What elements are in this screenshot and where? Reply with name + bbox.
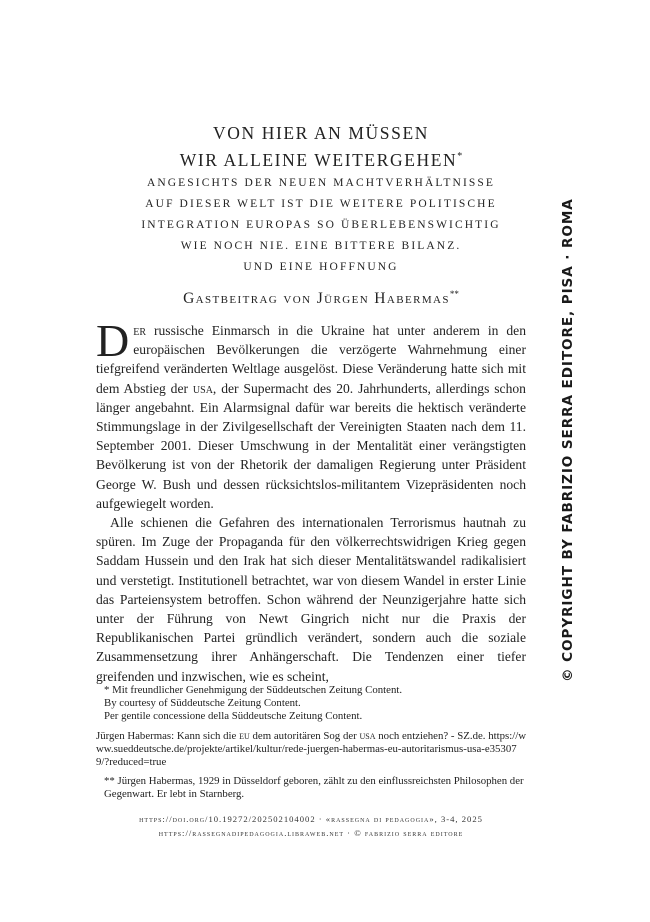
source-text-a: Jürgen Habermas: Kann sich die [96,729,240,742]
source-usa: usa [359,729,376,742]
title-line-2-text: WIR ALLEINE WEITERGEHEN [179,149,458,170]
subtitle-line-4: WIE NOCH NIE. EINE BITTERE BILANZ. [180,240,462,252]
source-link[interactable]: noch entziehen? - SZ.de. https://www.sueddeutsche.de/projekte/artikel/kultur/rede-juergen-habermas-eu-autoritarismus-usa-e353079/?reduced=true [96,729,527,769]
footnote-2: ** Jürgen Habermas, 1929 in Düsseldorf geboren, zählt zu den einflussreichsten Philosophen der Gegenwart. Er lebt in Starnberg. [104,775,524,801]
usa-abbreviation: usa [192,380,213,396]
subtitle-line-2: AUF DIESER WELT IST DIE WEITERE POLITISCHE [145,198,497,210]
paragraph-2: Alle schienen die Gefahren des internationalen Terrorismus hautnah zu spüren. Im Zuge der Propaganda für den völkerrechtswidrigen Krieg gegen Saddam Hussein und den Irak hat sich dieser Mentalitätswandel radikalisiert und verstetigt. Institutionell betrachtet, war von diesem Wandel in erster Linie das Parteiensystem betroffen. Schon während der Neunzigerjahre hatte sich unter der Führung von Newt Gingrich nicht nur die Praxis der Republikanischen Partei gründlich verändert, sondern auch die soziale Zusammensetzung ihrer Anhängerschaft. Die Tendenzen einer tiefer greifenden und inzwischen, wie es scheint, [96,515,526,684]
title-footnote-marker[interactable]: * [457,151,463,162]
publisher-footer[interactable]: https://rassegnadipedagogia.libraweb.net · © fabrizio serra editore [158,828,464,838]
subtitle-line-5: UND EINE HOFFNUNG [243,261,399,273]
title-line-2 [96,145,546,172]
byline-text: Gastbeitrag von Jürgen Habermas [183,290,450,308]
subtitle-line-3: INTEGRATION EUROPAS SO ÜBERLEBENSWICHTIG [141,219,501,231]
title-line-1: VON HIER AN MÜSSEN [213,123,429,143]
author-byline [96,284,546,309]
source-citation [96,730,526,770]
article-title [96,121,546,172]
copyright-notice: © COPYRIGHT BY FABRIZIO SERRA EDITORE, PISA · ROMA [560,198,576,682]
byline-footnote-marker[interactable]: ** [449,289,459,299]
footnote-1-italian: Per gentile concessione della Süddeutsche Zeitung Content. [104,710,363,723]
source-eu: eu [239,729,250,742]
drop-cap-continuation: er [133,323,147,338]
doi-footer[interactable]: https://doi.org/10.19272/202502104002 · «rassegna di pedagogia», 3-4, 2025 [139,814,483,824]
footnotes [96,684,526,802]
footnote-1-english: By courtesy of Süddeutsche Zeitung Content. [104,697,301,710]
paragraph-1-text-b: , der Supermacht des 20. Jahrhunderts, allerdings schon länger angebahnt. Ein Alarmsignal dafür war bereits die hektisch veränderte Stimmungslage in der Zivilgesellschaft der Vereinigten Staaten nach dem 11. September 2001. Dieser Umschwung in der Mentalität einer verängstigten Bevölkerung ist von der Rhetorik der damaligen Regierung unter Präsident George W. Bush und dessen rücksichtslos-militantem Vizepräsidenten noch aufgewiegelt worden. [96,380,526,511]
footnote-1: * Mit freundlicher Genehmigung der Süddeutschen Zeitung Content. [104,684,403,696]
subtitle-line-1: ANGESICHTS DER NEUEN MACHTVERHÄLTNISSE [146,177,496,189]
drop-cap: D [96,315,130,366]
article-subtitle [96,173,546,278]
article-body [96,315,526,686]
paragraph-1-text-a: russische Einmarsch in die Ukraine hat unter anderem in den europäischen Bevölkerungen die verzögerte Wahrnehmung einer tiefgreifend veränderten Weltlage ausgelöst. Diese Veränderung hatte sich mit dem Abstieg der [96,323,526,396]
source-text-b: dem autoritären Sog der [249,729,360,742]
paragraph-1 [96,315,526,513]
